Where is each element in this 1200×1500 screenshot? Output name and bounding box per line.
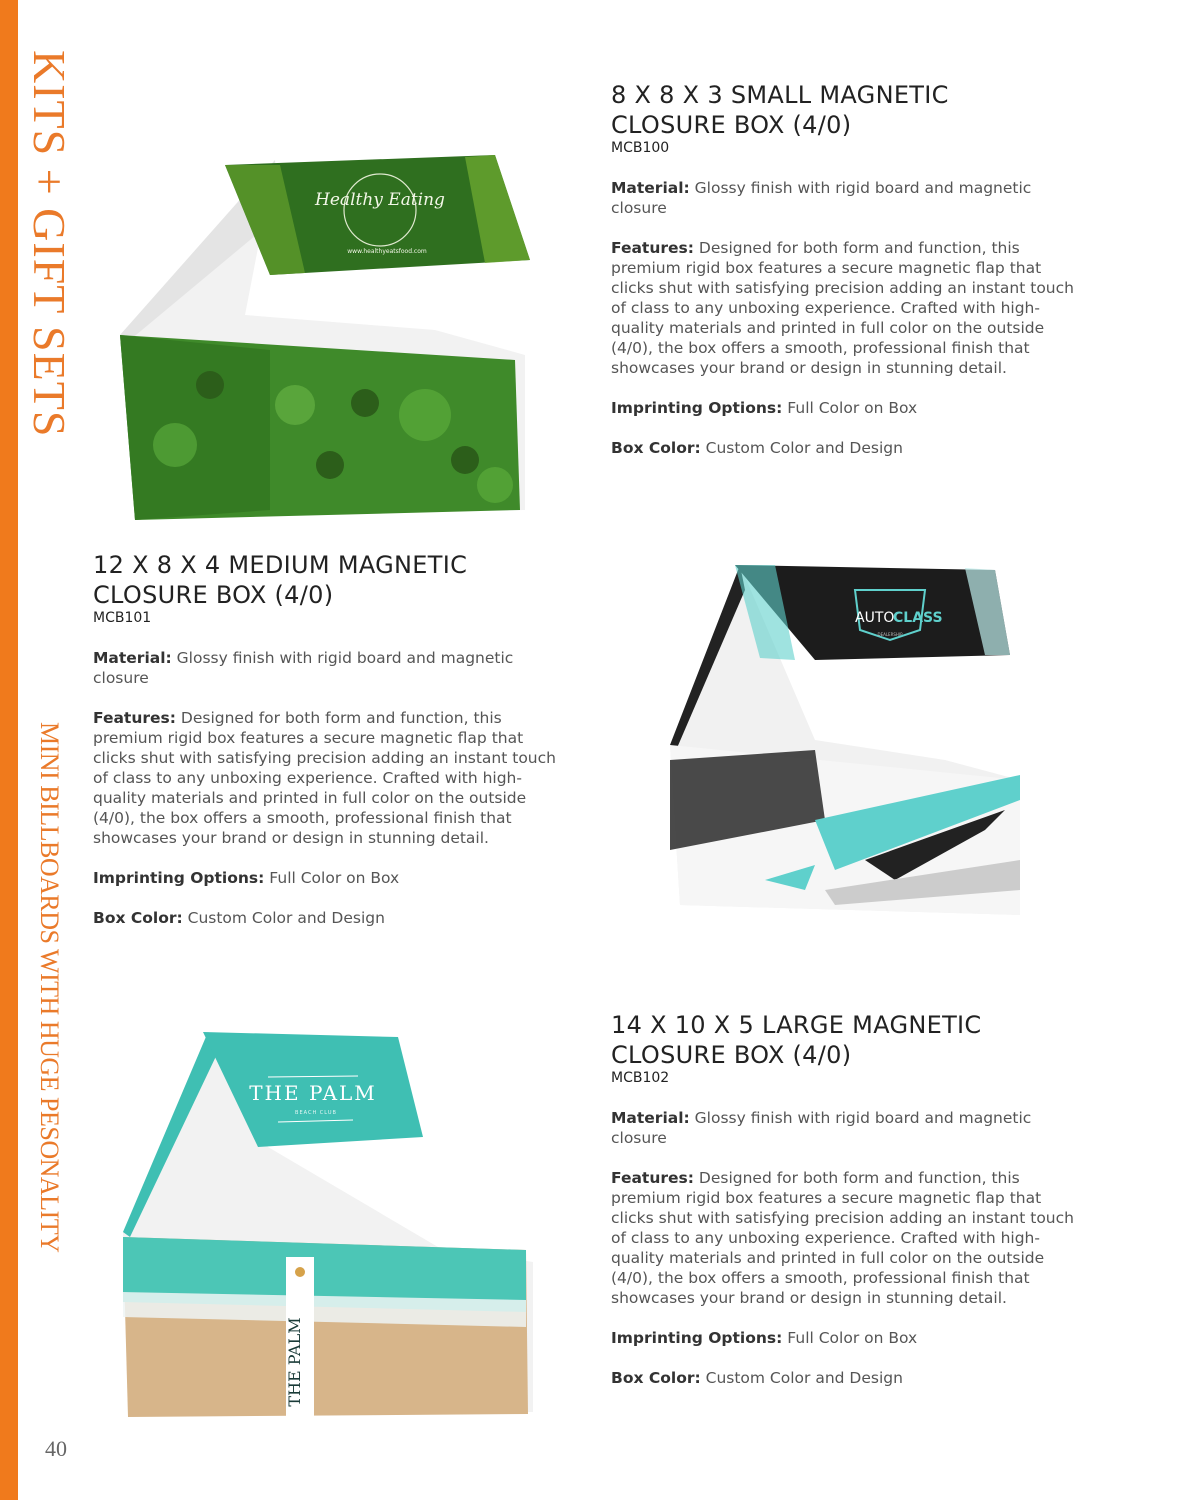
product-mcb102 xyxy=(611,1010,1081,1408)
material-spec: Material: Glossy finish with rigid board and magnetic closure xyxy=(93,649,514,687)
svg-text:THE PALM: THE PALM xyxy=(249,1081,377,1105)
features-spec: Features: Designed for both form and function, this premium rigid box features a secure magnetic flap that clicks shut with satisfying precision adding an instant touch of class to any unboxing experience. Crafted with high-quality materials and printed in full color on the outside (4/0), the box offers a smooth, professional finish that showcases your brand or design in stunning detail. xyxy=(611,239,1074,377)
svg-text:CLASS: CLASS xyxy=(893,610,943,626)
imprinting-spec: Imprinting Options: Full Color on Box xyxy=(611,399,918,417)
section-tagline: MINI BILLBOARDS WITH HUGE PESONALITY xyxy=(35,722,64,1253)
svg-text:Healthy Eating: Healthy Eating xyxy=(315,190,445,210)
svg-text:DEALERSHIP: DEALERSHIP xyxy=(877,632,903,637)
features-spec: Features: Designed for both form and function, this premium rigid box features a secure magnetic flap that clicks shut with satisfying precision adding an instant touch of class to any unboxing experience. Crafted with high-quality materials and printed in full color on the outside (4/0), the box offers a smooth, professional finish that showcases your brand or design in stunning detail. xyxy=(93,709,556,847)
svg-text:www.healthyeatsfood.com: www.healthyeatsfood.com xyxy=(347,248,427,255)
material-spec: Material: Glossy finish with rigid board and magnetic closure xyxy=(611,179,1032,217)
svg-text:THE PALM: THE PALM xyxy=(285,1317,304,1407)
product-title: 8 X 8 X 3 SMALL MAGNETIC CLOSURE BOX (4/0) xyxy=(611,81,949,139)
material-spec: Material: Glossy finish with rigid board and magnetic closure xyxy=(611,1109,1032,1147)
box-color-spec: Box Color: Custom Color and Design xyxy=(611,439,903,457)
product-title: 12 X 8 X 4 MEDIUM MAGNETIC CLOSURE BOX (4/0) xyxy=(93,551,468,609)
orange-accent-bar xyxy=(0,0,18,1500)
svg-text:BEACH CLUB: BEACH CLUB xyxy=(295,1110,337,1116)
product-mcb100 xyxy=(611,80,1081,478)
svg-text:AUTO: AUTO xyxy=(855,610,895,626)
box-color-spec: Box Color: Custom Color and Design xyxy=(93,909,385,927)
imprinting-spec: Imprinting Options: Full Color on Box xyxy=(611,1329,918,1347)
box-color-spec: Box Color: Custom Color and Design xyxy=(611,1369,903,1387)
product-mcb101 xyxy=(93,550,563,948)
imprinting-spec: Imprinting Options: Full Color on Box xyxy=(93,869,400,887)
product-image-medium-box xyxy=(665,560,1035,925)
section-title: KITS + GIFT SETS xyxy=(24,50,75,438)
product-sku: MCB100 xyxy=(611,140,670,156)
product-image-small-box xyxy=(105,155,555,525)
page-number: 40 xyxy=(45,1436,67,1461)
product-sku: MCB101 xyxy=(93,610,152,626)
product-title: 14 X 10 X 5 LARGE MAGNETIC CLOSURE BOX (4/0) xyxy=(611,1011,982,1069)
product-sku: MCB102 xyxy=(611,1070,670,1086)
product-image-large-box xyxy=(118,1032,538,1422)
features-spec: Features: Designed for both form and function, this premium rigid box features a secure magnetic flap that clicks shut with satisfying precision adding an instant touch of class to any unboxing experience. Crafted with high-quality materials and printed in full color on the outside (4/0), the box offers a smooth, professional finish that showcases your brand or design in stunning detail. xyxy=(611,1169,1074,1307)
